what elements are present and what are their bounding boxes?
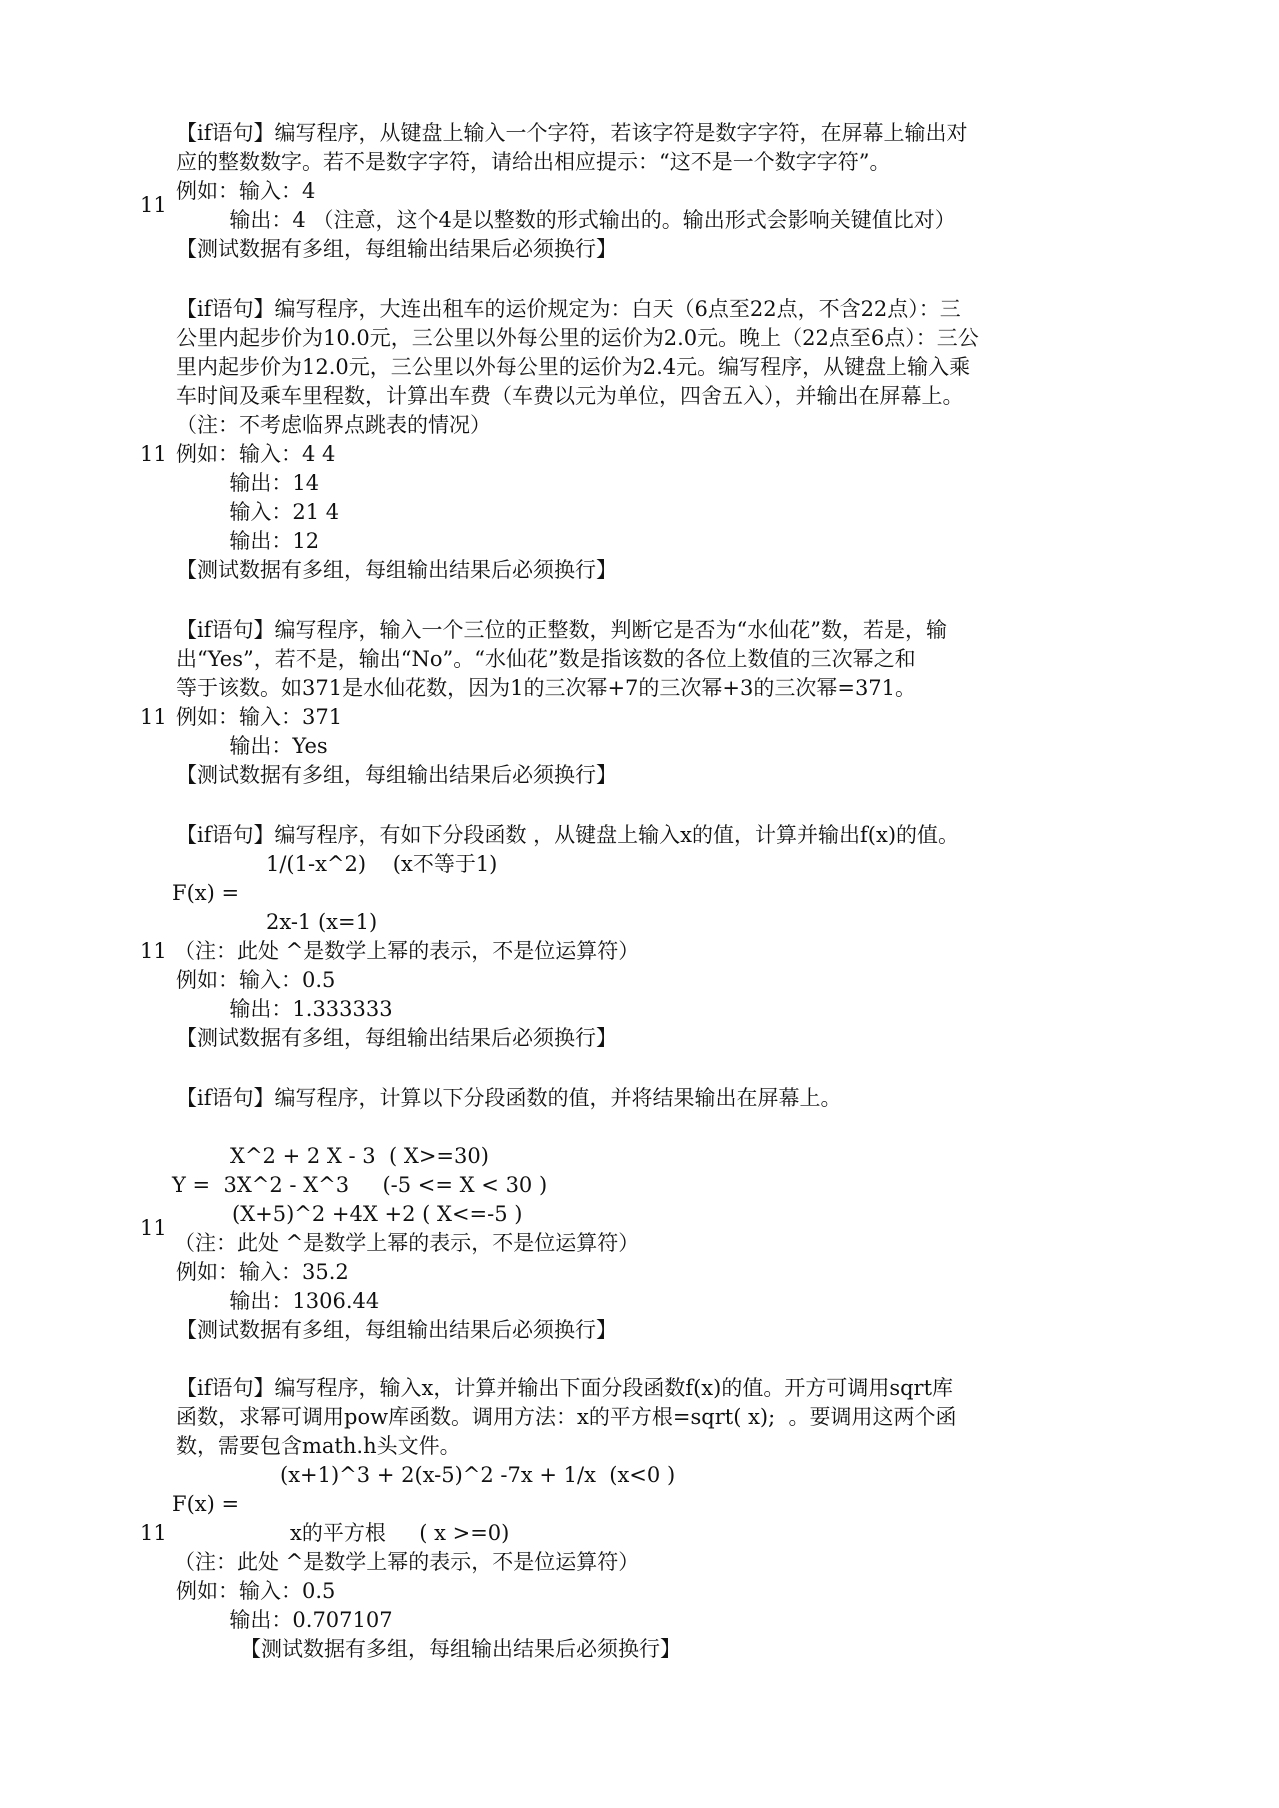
problem-6-example-output: 输出：0.707107 xyxy=(176,1608,393,1632)
problem-2-line-5: （注：不考虑临界点跳表的情况） xyxy=(176,413,491,437)
problem-6-example-input: 例如：输入：0.5 xyxy=(176,1579,336,1603)
problem-6-line-3: 数，需要包含math.h头文件。 xyxy=(176,1434,461,1458)
problem-1-line-3: 例如：输入：4 xyxy=(176,179,316,203)
problem-2-line-1: 【if语句】编写程序，大连出租车的运价规定为：白天（6点至22点，不含22点）：三 xyxy=(176,297,961,321)
problem-3-line-2: 出“Yes”，若不是，输出“No”。“水仙花”数是指该数的各位上数值的三次幂之和 xyxy=(176,647,916,671)
problem-1-line-5: 【测试数据有多组，每组输出结果后必须换行】 xyxy=(176,237,617,261)
problem-2-line-8: 输入：21 4 xyxy=(176,500,340,524)
problem-5-line-1: 【if语句】编写程序，计算以下分段函数的值，并将结果输出在屏幕上。 xyxy=(176,1086,842,1110)
problem-5-example-input: 例如：输入：35.2 xyxy=(176,1260,349,1284)
problem-4-example-output: 输出：1.333333 xyxy=(176,997,393,1021)
problem-4-number: 11 xyxy=(140,939,167,963)
problem-5-formula-case-1: X^2 + 2 X - 3 ( X>=30) xyxy=(230,1144,489,1168)
problem-5-formula-case-3: (X+5)^2 +4X +2 ( X<=-5 ) xyxy=(232,1202,523,1226)
problem-5-number: 11 xyxy=(140,1216,167,1240)
problem-2-line-3: 里内起步价为12.0元，三公里以外每公里的运价为2.4元。编写程序，从键盘上输入乘 xyxy=(176,355,971,379)
problem-3-line-6: 【测试数据有多组，每组输出结果后必须换行】 xyxy=(176,763,617,787)
problem-6-line-1: 【if语句】编写程序，输入x，计算并输出下面分段函数f(x)的值。开方可调用sqrt库 xyxy=(176,1376,954,1400)
problem-2-line-6: 例如：输入：4 4 xyxy=(176,442,336,466)
problem-6-footer: 【测试数据有多组，每组输出结果后必须换行】 xyxy=(240,1637,681,1661)
problem-4-formula-case-2: 2x-1 (x=1) xyxy=(266,910,378,934)
problem-5-formula-case-2: Y = 3X^2 - X^3 (-5 <= X < 30 ) xyxy=(172,1173,548,1197)
problem-4-example-input: 例如：输入：0.5 xyxy=(176,968,336,992)
problem-3-line-5: 输出：Yes xyxy=(176,734,328,758)
problem-4-formula-lhs: F(x) = xyxy=(172,881,240,905)
problem-1-line-1: 【if语句】编写程序，从键盘上输入一个字符，若该字符是数字字符，在屏幕上输出对 xyxy=(176,121,968,145)
problem-3-line-3: 等于该数。如371是水仙花数，因为1的三次幂+7的三次幂+3的三次幂=371。 xyxy=(176,676,917,700)
problem-4-footer: 【测试数据有多组，每组输出结果后必须换行】 xyxy=(176,1026,617,1050)
problem-5-example-output: 输出：1306.44 xyxy=(176,1289,380,1313)
problem-4-line-1: 【if语句】编写程序，有如下分段函数 ，从键盘上输入x的值，计算并输出f(x)的值。 xyxy=(176,823,960,847)
problem-6-formula-lhs: F(x) = xyxy=(172,1492,240,1516)
problem-5-footer: 【测试数据有多组，每组输出结果后必须换行】 xyxy=(176,1318,617,1342)
problem-2-number: 11 xyxy=(140,442,167,466)
problem-4-note: （注：此处 ^是数学上幂的表示，不是位运算符） xyxy=(174,939,640,963)
problem-3-line-1: 【if语句】编写程序，输入一个三位的正整数，判断它是否为“水仙花”数，若是，输 xyxy=(176,618,947,642)
problem-1-number: 11 xyxy=(140,193,167,217)
problem-4-formula-case-1: 1/(1-x^2) (x不等于1) xyxy=(266,852,498,876)
problem-1-line-4: 输出：4 （注意，这个4是以整数的形式输出的。输出形式会影响关键值比对） xyxy=(176,208,956,232)
problem-3-line-4: 例如：输入：371 xyxy=(176,705,343,729)
problem-2-line-2: 公里内起步价为10.0元，三公里以外每公里的运价为2.0元。晚上（22点至6点）：三公 xyxy=(176,326,979,350)
problem-2-line-4: 车时间及乘车里程数，计算出车费（车费以元为单位，四舍五入），并输出在屏幕上。 xyxy=(176,384,964,408)
problem-2-line-10: 【测试数据有多组，每组输出结果后必须换行】 xyxy=(176,558,617,582)
problem-2-line-9: 输出：12 xyxy=(176,529,320,553)
problem-6-formula-case-2: x的平方根 ( x >=0) xyxy=(290,1521,510,1545)
problem-5-note: （注：此处 ^是数学上幂的表示，不是位运算符） xyxy=(174,1231,640,1255)
problem-2-line-7: 输出：14 xyxy=(176,471,320,495)
problem-1-line-2: 应的整数数字。若不是数字字符，请给出相应提示：“这不是一个数字字符”。 xyxy=(176,150,891,174)
problem-6-line-2: 函数，求幂可调用pow库函数。调用方法：x的平方根=sqrt( x); 。要调用这两个函 xyxy=(176,1405,957,1429)
problem-6-formula-case-1: (x+1)^3 + 2(x-5)^2 -7x + 1/x (x<0 ) xyxy=(280,1463,676,1487)
problem-6-note: （注：此处 ^是数学上幂的表示，不是位运算符） xyxy=(174,1550,640,1574)
problem-3-number: 11 xyxy=(140,705,167,729)
problem-6-number: 11 xyxy=(140,1521,167,1545)
